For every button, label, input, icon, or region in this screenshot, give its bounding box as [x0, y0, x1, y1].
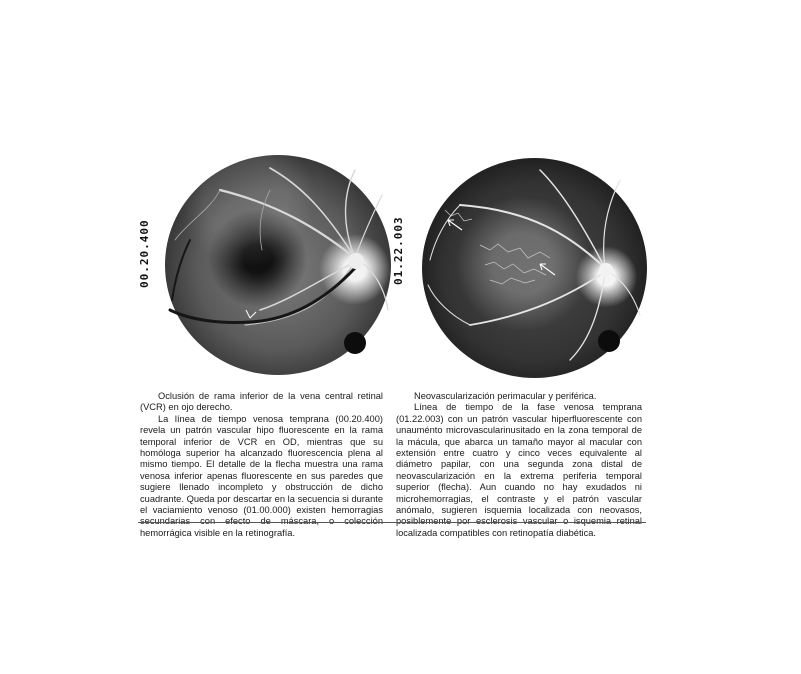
caption-right-title: Neovascularización perimacular y periférica. [414, 391, 597, 401]
timestamp-right: 01.22.003 [392, 216, 405, 285]
image-notch-right [598, 330, 620, 352]
caption-left-body: La línea de tiempo venosa temprana (00.20.400) revela un patrón vascular hipo fluorescente en la rama temporal inferior de VCR en OD, mientras que su homóloga superior ha alcanzado fluorescencia plena al mismo tiempo. El detalle de la flecha muestra una rama venosa inferior apenas fluorescente en sus paredes que sugiere llenado incompleto y obstrucción de dicho cuadrante. Queda por descartar en la secuencia si durante el vaciamiento venoso (01.00.000) existen hemorragias secundarias con efecto de máscara, o colección hemorrágica visible en la retinografía. [140, 413, 383, 538]
caption-right-body: Línea de tiempo de la fase venosa temprana (01.22.003) con un patrón vascular hiperfluorescente con unauménto microvascularinusitado en la zona temporal de la mácula, que abarca un tamaño mayor al macular con extensión entre cuatro y cinco veces equivalente al diámetro papilar, con una segunda zona distal de neovascularización en la extrema periferia temporal superior (flecha). Aun cuando no hay exudados ni microhemorragias, el contraste y el patrón vascular anómalo, sugieren isquemia localizada con neovasos, posiblemente por esclerosis vascular o isquemia retinal localizada compatibles con retinopatía diabética. [396, 402, 642, 538]
image-notch-left [344, 332, 366, 354]
figure-left-fundus-angiogram [150, 150, 400, 380]
timestamp-left: 00.20.400 [138, 219, 151, 288]
caption-left [140, 391, 383, 539]
figure-right-fundus-angiogram [400, 150, 645, 380]
caption-right [396, 391, 642, 539]
caption-left-title: Oclusión de rama inferior de la vena central retinal (VCR) en ojo derecho. [140, 391, 383, 413]
bottom-rule [138, 522, 646, 523]
